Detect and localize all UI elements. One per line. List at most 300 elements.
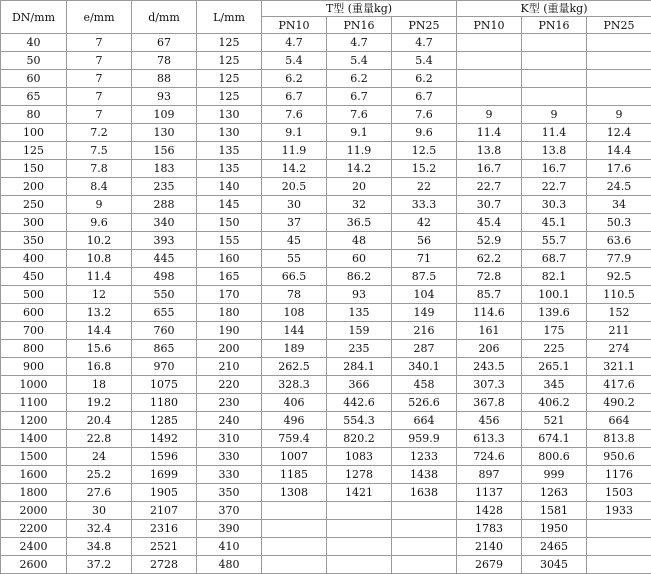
cell-t-pn10 (262, 520, 327, 538)
cell-k-pn16: 265.1 (522, 358, 587, 376)
table-row (1, 178, 651, 196)
cell-t-pn10: 1007 (262, 448, 327, 466)
cell-l: 410 (197, 538, 262, 556)
cell-dn: 800 (1, 340, 67, 358)
col-group-k-type: K型 (重量kg) (457, 1, 651, 17)
cell-e: 34.8 (67, 538, 132, 556)
cell-dn: 1600 (1, 466, 67, 484)
cell-e: 37.2 (67, 556, 132, 574)
cell-l: 390 (197, 520, 262, 538)
cell-t-pn25: 9.6 (392, 124, 457, 142)
cell-l: 330 (197, 466, 262, 484)
cell-t-pn25: 1638 (392, 484, 457, 502)
cell-k-pn10: 206 (457, 340, 522, 358)
cell-e: 18 (67, 376, 132, 394)
cell-t-pn10: 66.5 (262, 268, 327, 286)
cell-l: 150 (197, 214, 262, 232)
cell-t-pn25: 149 (392, 304, 457, 322)
cell-t-pn10: 9.1 (262, 124, 327, 142)
cell-k-pn10: 724.6 (457, 448, 522, 466)
cell-l: 135 (197, 142, 262, 160)
cell-e: 22.8 (67, 430, 132, 448)
cell-k-pn10: 16.7 (457, 160, 522, 178)
cell-t-pn10: 328.3 (262, 376, 327, 394)
cell-e: 7.5 (67, 142, 132, 160)
cell-e: 27.6 (67, 484, 132, 502)
cell-t-pn16: 14.2 (327, 160, 392, 178)
col-header-l: L/mm (197, 1, 262, 34)
cell-k-pn10: 45.4 (457, 214, 522, 232)
cell-l: 140 (197, 178, 262, 196)
cell-k-pn25: 152 (587, 304, 651, 322)
cell-t-pn16 (327, 538, 392, 556)
table-row (1, 88, 651, 106)
table-row (1, 556, 651, 574)
cell-e: 32.4 (67, 520, 132, 538)
cell-t-pn16 (327, 556, 392, 574)
cell-e: 7 (67, 52, 132, 70)
cell-k-pn25: 1176 (587, 466, 651, 484)
cell-d: 2316 (132, 520, 197, 538)
cell-dn: 2000 (1, 502, 67, 520)
cell-e: 13.2 (67, 304, 132, 322)
cell-d: 2728 (132, 556, 197, 574)
table-row (1, 412, 651, 430)
cell-k-pn16: 175 (522, 322, 587, 340)
cell-k-pn25 (587, 52, 651, 70)
cell-d: 1699 (132, 466, 197, 484)
cell-t-pn25: 1438 (392, 466, 457, 484)
cell-e: 7.8 (67, 160, 132, 178)
cell-k-pn25: 63.6 (587, 232, 651, 250)
cell-k-pn16: 100.1 (522, 286, 587, 304)
cell-dn: 1500 (1, 448, 67, 466)
cell-t-pn16: 820.2 (327, 430, 392, 448)
cell-d: 156 (132, 142, 197, 160)
cell-k-pn10: 62.2 (457, 250, 522, 268)
cell-d: 78 (132, 52, 197, 70)
cell-k-pn10: 30.7 (457, 196, 522, 214)
cell-k-pn10: 1137 (457, 484, 522, 502)
col-header-k-pn25: PN25 (587, 17, 651, 34)
cell-t-pn25: 71 (392, 250, 457, 268)
cell-k-pn10: 161 (457, 322, 522, 340)
table-row (1, 106, 651, 124)
cell-l: 130 (197, 124, 262, 142)
table-row (1, 268, 651, 286)
table-row (1, 394, 651, 412)
cell-k-pn25: 274 (587, 340, 651, 358)
cell-t-pn25: 15.2 (392, 160, 457, 178)
table-row (1, 52, 651, 70)
cell-k-pn16: 45.1 (522, 214, 587, 232)
col-header-k-pn16: PN16 (522, 17, 587, 34)
cell-dn: 65 (1, 88, 67, 106)
cell-t-pn10: 20.5 (262, 178, 327, 196)
cell-e: 11.4 (67, 268, 132, 286)
cell-t-pn16: 11.9 (327, 142, 392, 160)
table-row (1, 340, 651, 358)
cell-k-pn16: 1263 (522, 484, 587, 502)
cell-l: 350 (197, 484, 262, 502)
cell-t-pn10: 30 (262, 196, 327, 214)
cell-t-pn10: 11.9 (262, 142, 327, 160)
cell-t-pn25 (392, 520, 457, 538)
cell-d: 2107 (132, 502, 197, 520)
cell-k-pn25: 1503 (587, 484, 651, 502)
cell-dn: 125 (1, 142, 67, 160)
cell-d: 1180 (132, 394, 197, 412)
cell-k-pn10: 85.7 (457, 286, 522, 304)
cell-l: 125 (197, 52, 262, 70)
cell-k-pn16: 139.6 (522, 304, 587, 322)
cell-l: 190 (197, 322, 262, 340)
cell-e: 25.2 (67, 466, 132, 484)
cell-l: 170 (197, 286, 262, 304)
cell-t-pn16: 366 (327, 376, 392, 394)
header-row (1, 1, 651, 17)
col-group-t-type: T型 (重量kg) (262, 1, 457, 17)
cell-t-pn16: 1278 (327, 466, 392, 484)
cell-dn: 200 (1, 178, 67, 196)
cell-t-pn16: 235 (327, 340, 392, 358)
cell-dn: 1100 (1, 394, 67, 412)
cell-e: 9.6 (67, 214, 132, 232)
cell-k-pn16: 9 (522, 106, 587, 124)
cell-k-pn10: 613.3 (457, 430, 522, 448)
table-row (1, 484, 651, 502)
cell-t-pn25: 1233 (392, 448, 457, 466)
cell-k-pn25: 1933 (587, 502, 651, 520)
cell-k-pn16: 68.7 (522, 250, 587, 268)
cell-l: 180 (197, 304, 262, 322)
cell-t-pn16: 5.4 (327, 52, 392, 70)
cell-k-pn25 (587, 520, 651, 538)
cell-l: 200 (197, 340, 262, 358)
cell-k-pn10: 52.9 (457, 232, 522, 250)
cell-dn: 1400 (1, 430, 67, 448)
cell-d: 445 (132, 250, 197, 268)
cell-k-pn10: 2679 (457, 556, 522, 574)
cell-k-pn10: 367.8 (457, 394, 522, 412)
cell-dn: 1000 (1, 376, 67, 394)
cell-k-pn25: 34 (587, 196, 651, 214)
cell-k-pn10: 72.8 (457, 268, 522, 286)
cell-k-pn25: 664 (587, 412, 651, 430)
cell-dn: 250 (1, 196, 67, 214)
col-header-e: e/mm (67, 1, 132, 34)
table-row (1, 358, 651, 376)
cell-d: 393 (132, 232, 197, 250)
cell-dn: 600 (1, 304, 67, 322)
cell-k-pn10 (457, 70, 522, 88)
cell-k-pn25: 321.1 (587, 358, 651, 376)
table-body (1, 34, 651, 574)
cell-t-pn25: 42 (392, 214, 457, 232)
cell-k-pn16 (522, 52, 587, 70)
cell-t-pn16: 1083 (327, 448, 392, 466)
cell-t-pn16: 1421 (327, 484, 392, 502)
cell-k-pn10: 22.7 (457, 178, 522, 196)
cell-k-pn10 (457, 34, 522, 52)
cell-k-pn25: 950.6 (587, 448, 651, 466)
cell-t-pn16 (327, 502, 392, 520)
table-row (1, 232, 651, 250)
cell-t-pn16: 93 (327, 286, 392, 304)
cell-t-pn25: 6.2 (392, 70, 457, 88)
cell-t-pn10: 55 (262, 250, 327, 268)
cell-t-pn16: 6.7 (327, 88, 392, 106)
table-row (1, 376, 651, 394)
cell-t-pn25: 664 (392, 412, 457, 430)
cell-t-pn25 (392, 538, 457, 556)
cell-k-pn10: 1783 (457, 520, 522, 538)
cell-l: 160 (197, 250, 262, 268)
cell-k-pn25: 12.4 (587, 124, 651, 142)
cell-k-pn16: 345 (522, 376, 587, 394)
cell-t-pn10: 14.2 (262, 160, 327, 178)
cell-k-pn16: 521 (522, 412, 587, 430)
cell-t-pn16: 60 (327, 250, 392, 268)
cell-k-pn16: 11.4 (522, 124, 587, 142)
cell-t-pn10: 4.7 (262, 34, 327, 52)
cell-d: 109 (132, 106, 197, 124)
col-header-t-pn16: PN16 (327, 17, 392, 34)
cell-t-pn25: 959.9 (392, 430, 457, 448)
cell-t-pn10: 6.7 (262, 88, 327, 106)
cell-t-pn10: 406 (262, 394, 327, 412)
cell-k-pn16 (522, 70, 587, 88)
cell-d: 1285 (132, 412, 197, 430)
cell-dn: 450 (1, 268, 67, 286)
cell-k-pn16 (522, 88, 587, 106)
cell-dn: 150 (1, 160, 67, 178)
cell-k-pn10: 1428 (457, 502, 522, 520)
cell-dn: 700 (1, 322, 67, 340)
cell-k-pn16: 1581 (522, 502, 587, 520)
cell-d: 130 (132, 124, 197, 142)
cell-d: 340 (132, 214, 197, 232)
cell-l: 310 (197, 430, 262, 448)
cell-k-pn16 (522, 34, 587, 52)
table-row (1, 502, 651, 520)
cell-k-pn10: 9 (457, 106, 522, 124)
cell-t-pn16: 7.6 (327, 106, 392, 124)
cell-k-pn16: 674.1 (522, 430, 587, 448)
cell-k-pn10: 2140 (457, 538, 522, 556)
cell-t-pn16: 135 (327, 304, 392, 322)
cell-dn: 1200 (1, 412, 67, 430)
table-row (1, 304, 651, 322)
cell-t-pn25: 287 (392, 340, 457, 358)
cell-l: 330 (197, 448, 262, 466)
cell-e: 15.6 (67, 340, 132, 358)
cell-d: 865 (132, 340, 197, 358)
cell-t-pn10: 144 (262, 322, 327, 340)
cell-t-pn10: 108 (262, 304, 327, 322)
cell-e: 24 (67, 448, 132, 466)
table-row (1, 322, 651, 340)
cell-t-pn16: 442.6 (327, 394, 392, 412)
cell-t-pn25: 56 (392, 232, 457, 250)
cell-k-pn25: 17.6 (587, 160, 651, 178)
cell-k-pn16: 2465 (522, 538, 587, 556)
cell-t-pn16: 86.2 (327, 268, 392, 286)
table-row (1, 286, 651, 304)
cell-k-pn25: 211 (587, 322, 651, 340)
cell-t-pn25: 4.7 (392, 34, 457, 52)
cell-k-pn10 (457, 52, 522, 70)
cell-dn: 500 (1, 286, 67, 304)
cell-t-pn25: 526.6 (392, 394, 457, 412)
cell-t-pn25: 104 (392, 286, 457, 304)
cell-e: 7 (67, 88, 132, 106)
cell-l: 125 (197, 70, 262, 88)
cell-d: 67 (132, 34, 197, 52)
cell-e: 8.4 (67, 178, 132, 196)
cell-l: 480 (197, 556, 262, 574)
cell-k-pn16: 16.7 (522, 160, 587, 178)
cell-d: 1905 (132, 484, 197, 502)
cell-dn: 300 (1, 214, 67, 232)
cell-dn: 2600 (1, 556, 67, 574)
cell-e: 14.4 (67, 322, 132, 340)
cell-l: 165 (197, 268, 262, 286)
cell-t-pn16: 32 (327, 196, 392, 214)
cell-t-pn25 (392, 502, 457, 520)
cell-t-pn10: 45 (262, 232, 327, 250)
cell-t-pn16: 6.2 (327, 70, 392, 88)
cell-t-pn25: 458 (392, 376, 457, 394)
cell-t-pn16 (327, 520, 392, 538)
table-row (1, 142, 651, 160)
cell-k-pn25: 50.3 (587, 214, 651, 232)
cell-t-pn25: 5.4 (392, 52, 457, 70)
cell-t-pn25: 6.7 (392, 88, 457, 106)
cell-d: 1596 (132, 448, 197, 466)
cell-dn: 350 (1, 232, 67, 250)
cell-k-pn10: 13.8 (457, 142, 522, 160)
cell-t-pn25: 33.3 (392, 196, 457, 214)
cell-l: 125 (197, 34, 262, 52)
cell-k-pn25 (587, 556, 651, 574)
cell-k-pn25: 110.5 (587, 286, 651, 304)
cell-d: 235 (132, 178, 197, 196)
table-row (1, 160, 651, 178)
table-row (1, 250, 651, 268)
cell-k-pn16: 406.2 (522, 394, 587, 412)
table-row (1, 124, 651, 142)
cell-l: 130 (197, 106, 262, 124)
cell-k-pn16: 13.8 (522, 142, 587, 160)
cell-t-pn16: 36.5 (327, 214, 392, 232)
cell-t-pn16: 159 (327, 322, 392, 340)
cell-d: 655 (132, 304, 197, 322)
cell-d: 2521 (132, 538, 197, 556)
cell-k-pn10: 11.4 (457, 124, 522, 142)
cell-dn: 60 (1, 70, 67, 88)
cell-d: 1075 (132, 376, 197, 394)
cell-e: 12 (67, 286, 132, 304)
cell-t-pn10: 37 (262, 214, 327, 232)
cell-l: 145 (197, 196, 262, 214)
cell-d: 498 (132, 268, 197, 286)
cell-t-pn25: 87.5 (392, 268, 457, 286)
cell-t-pn10 (262, 556, 327, 574)
cell-d: 550 (132, 286, 197, 304)
col-header-d: d/mm (132, 1, 197, 34)
cell-k-pn25 (587, 88, 651, 106)
cell-t-pn10: 496 (262, 412, 327, 430)
table-row (1, 448, 651, 466)
cell-e: 7 (67, 34, 132, 52)
cell-l: 155 (197, 232, 262, 250)
table-row (1, 196, 651, 214)
cell-l: 240 (197, 412, 262, 430)
cell-t-pn16: 554.3 (327, 412, 392, 430)
cell-k-pn25 (587, 34, 651, 52)
cell-d: 183 (132, 160, 197, 178)
cell-k-pn16: 22.7 (522, 178, 587, 196)
cell-l: 230 (197, 394, 262, 412)
cell-k-pn16: 30.3 (522, 196, 587, 214)
cell-t-pn10: 78 (262, 286, 327, 304)
table-row (1, 430, 651, 448)
cell-d: 288 (132, 196, 197, 214)
cell-e: 7 (67, 70, 132, 88)
cell-t-pn25: 216 (392, 322, 457, 340)
cell-dn: 900 (1, 358, 67, 376)
cell-d: 970 (132, 358, 197, 376)
cell-k-pn10: 897 (457, 466, 522, 484)
cell-e: 7.2 (67, 124, 132, 142)
cell-d: 93 (132, 88, 197, 106)
cell-k-pn25: 92.5 (587, 268, 651, 286)
cell-t-pn16: 9.1 (327, 124, 392, 142)
cell-k-pn25: 490.2 (587, 394, 651, 412)
cell-d: 88 (132, 70, 197, 88)
cell-dn: 80 (1, 106, 67, 124)
cell-e: 10.8 (67, 250, 132, 268)
col-header-t-pn10: PN10 (262, 17, 327, 34)
cell-l: 370 (197, 502, 262, 520)
cell-k-pn16: 225 (522, 340, 587, 358)
cell-t-pn25: 12.5 (392, 142, 457, 160)
cell-e: 16.8 (67, 358, 132, 376)
cell-dn: 400 (1, 250, 67, 268)
cell-t-pn25 (392, 556, 457, 574)
cell-t-pn10 (262, 502, 327, 520)
cell-k-pn10: 114.6 (457, 304, 522, 322)
cell-t-pn16: 284.1 (327, 358, 392, 376)
cell-d: 1492 (132, 430, 197, 448)
cell-l: 135 (197, 160, 262, 178)
col-header-k-pn10: PN10 (457, 17, 522, 34)
cell-t-pn10: 7.6 (262, 106, 327, 124)
cell-k-pn16: 999 (522, 466, 587, 484)
cell-t-pn16: 48 (327, 232, 392, 250)
cell-l: 125 (197, 88, 262, 106)
cell-dn: 50 (1, 52, 67, 70)
cell-t-pn10: 1185 (262, 466, 327, 484)
cell-k-pn25: 24.5 (587, 178, 651, 196)
cell-k-pn16: 800.6 (522, 448, 587, 466)
cell-dn: 1800 (1, 484, 67, 502)
cell-t-pn25: 340.1 (392, 358, 457, 376)
cell-k-pn25 (587, 538, 651, 556)
cell-dn: 2200 (1, 520, 67, 538)
cell-t-pn16: 4.7 (327, 34, 392, 52)
